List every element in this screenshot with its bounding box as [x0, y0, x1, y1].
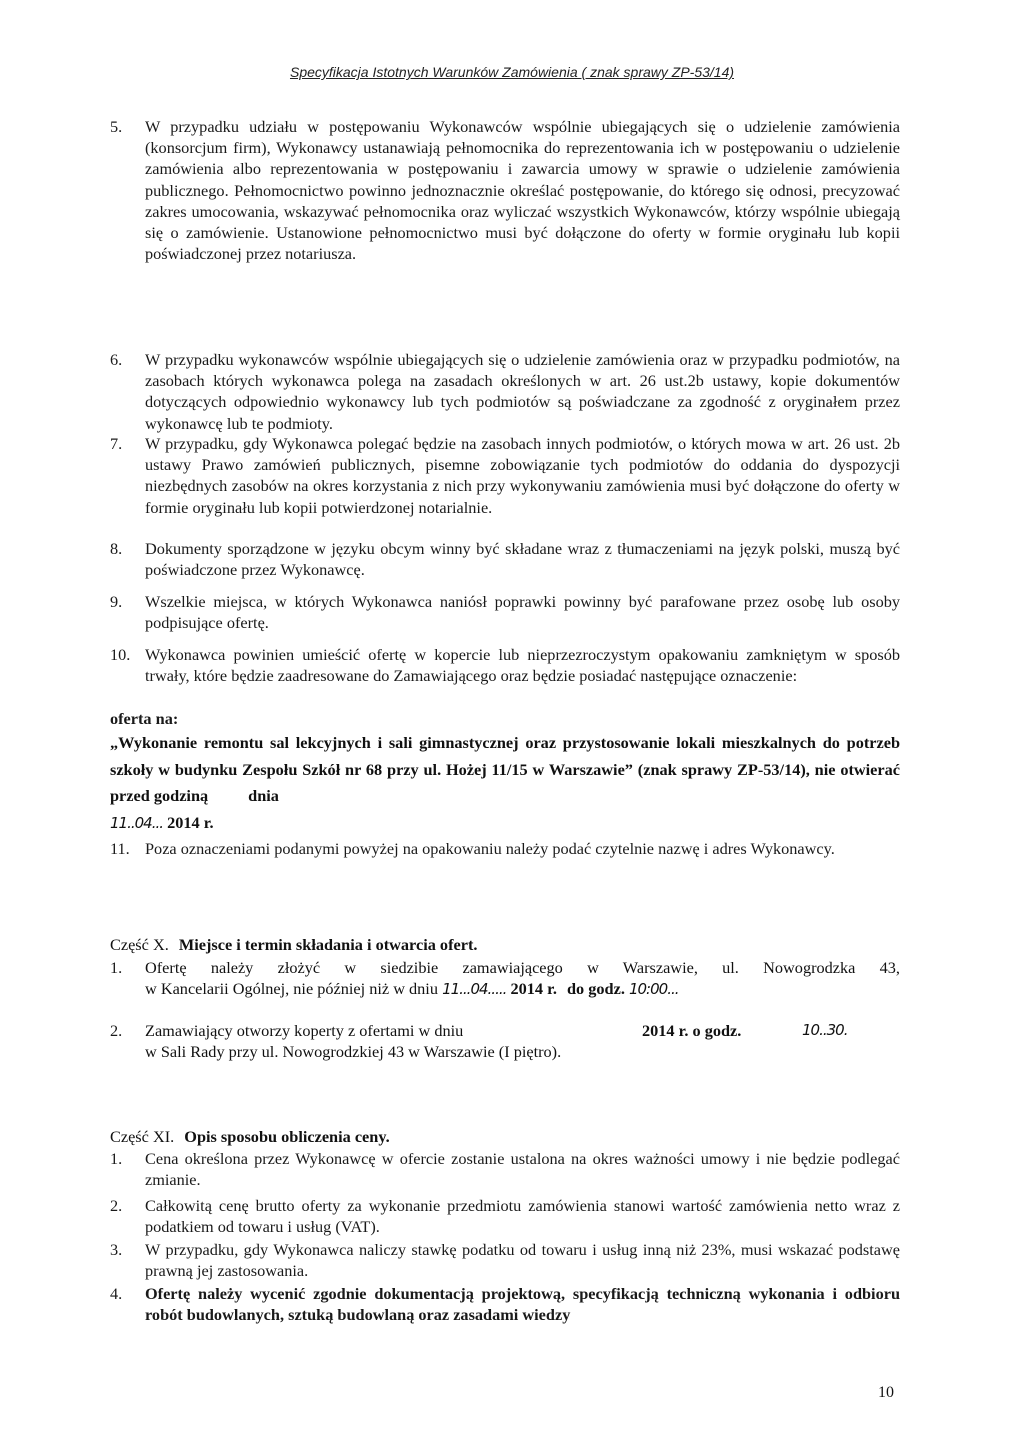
section-title: Miejsce i termin składania i otwarcia ofert.	[178, 935, 478, 954]
item-text: W przypadku udziału w postępowaniu Wykonawców wspólnie ubiegających się o udzielenie zamówienia (konsorcjum firm), Wykonawcy ustanawiają pełnomocnika do reprezentowania ich w postępowaniu o udzielenie zamówienia albo reprezentowania w postępowaniu i zawarcia umowy w sprawie o udzielenie zamówienia publicznego. Pełnomocnictwo powinno jednoznacznie określać postępowanie, do którego się odnosi, precyzować zakres umocowania, wskazywać pełnomocnika oraz wyliczać wszystkich Wykonawców, którzy wspólnie ubiegają się o zamówienie. Ustanowione pełnomocnictwo musi być dołączone do oferty w formie oryginału lub kopii poświadczonej przez notariusza.	[145, 117, 900, 264]
list-item	[110, 838, 900, 859]
item-text: Dokumenty sporządzone w języku obcym winny być składane wraz z tłumaczeniami na język polski, muszą być poświadczone przez Wykonawcę.	[145, 539, 900, 580]
item-text: W przypadku, gdy Wykonawca polegać będzie na zasobach innych podmiotów, o których mowa w art. 26 ust. 2b ustawy Prawo zamówień publicznych, pisemne zobowiązanie tych podmiotów do oddania do dyspozycji niezbędnych zasobów na okres korzystania z nich przy wykonywaniu zamówienia musi być dołączone do oferty w formie oryginału lub kopii potwierdzonej notarialnie.	[145, 434, 900, 517]
item-text: Całkowitą cenę brutto oferty za wykonanie przedmiotu zamówienia stanowi wartość zamówienia netto wraz z podatkiem od towaru i usług (VAT).	[145, 1196, 900, 1237]
item-text: Ofertę należy wycenić zgodnie dokumentacją projektową, specyfikacją techniczną wykonania i odbioru robót budowlanych, sztuką budowlaną oraz zasadami wiedzy	[145, 1284, 900, 1325]
section-x-item-2-line-b: w Sali Rady przy ul. Nowogrodzkiej 43 w Warszawie (I piętro).	[145, 1042, 562, 1061]
item-number: 1.	[110, 1149, 123, 1168]
list-item	[110, 433, 900, 518]
section-label: Część XI.	[110, 1127, 175, 1146]
list-item	[110, 644, 900, 686]
handwritten-time: 10..30.	[802, 1021, 848, 1039]
item-number: 9.	[110, 592, 123, 611]
handwritten-date: 11..04...	[110, 813, 164, 832]
document-header: Specyfikacja Istotnych Warunków Zamówienia ( znak sprawy ZP-53/14)	[289, 64, 735, 80]
section-label: Część X.	[110, 935, 169, 954]
date-year: 2014 r. o godz.	[642, 1021, 742, 1040]
section-heading	[110, 1126, 390, 1147]
oferta-dnia: dnia	[248, 786, 279, 805]
section-x-item-2-text: Zamawiający otworzy koperty z ofertami w dniu	[145, 1021, 464, 1040]
section-x-item-1-number: 1.	[110, 958, 123, 977]
section-x-item-1-line-a: Ofertę należy złożyć w siedzibie zamawiającego w Warszawie, ul. Nowogrodzka 43,	[145, 958, 900, 977]
oferta-label: oferta na:	[110, 709, 179, 728]
item-text: Cena określona przez Wykonawcę w ofercie zostanie ustalona na okres ważności umowy i nie będzie podlegać zmianie.	[145, 1149, 900, 1190]
section-title: Opis sposobu obliczenia ceny.	[184, 1127, 390, 1146]
item-number: 2.	[110, 1196, 123, 1215]
item-text: Poza oznaczeniami podanymi powyżej na opakowaniu należy podać czytelnie nazwę i adres Wykonawcy.	[145, 839, 835, 858]
item-text: W przypadku, gdy Wykonawca naliczy stawkę podatku od towaru i usług inną niż 23%, musi wskazać podstawę prawną jej zastosowania.	[145, 1240, 900, 1281]
oferta-year: 2014 r.	[167, 812, 214, 832]
section-heading	[110, 934, 477, 955]
item-number: 4.	[110, 1284, 123, 1303]
oferta-title: „Wykonanie remontu sal lekcyjnych i sali gimnastycznej oraz przystosowanie lokali mieszkalnych do potrzeb szkoły w budynku Zespołu Szkół nr 68 przy ul. Hożej 11/15 w Warszawie” (znak sprawy ZP-53/14), nie otwierać przed godziną	[110, 733, 900, 805]
item-text: W przypadku wykonawców wspólnie ubiegających się o udzielenie zamówienia oraz w przypadku podmiotów, na zasobach których wykonawca polega na zasadach określonych w art. 26 ust.2b ustawy, kopie dokumentów dotyczących odpowiednio wykonawcy lub tych podmiotów są poświadczane za zgodność z oryginałem przez wykonawcę lub te podmioty.	[145, 350, 900, 433]
item-number: 8.	[110, 539, 123, 558]
page-number: 10	[878, 1384, 894, 1401]
item-number: 11.	[110, 839, 130, 858]
section-x-item-2-line-a	[145, 1020, 900, 1041]
list-item	[110, 1195, 900, 1237]
list-item	[110, 591, 900, 633]
list-item	[110, 1239, 900, 1281]
item-number: 7.	[110, 434, 123, 453]
section-x-item-1-text: w Kancelarii Ogólnej, nie później niż w dniu	[145, 979, 438, 998]
list-item	[110, 349, 900, 434]
item-number: 6.	[110, 350, 123, 369]
item-number: 3.	[110, 1240, 123, 1259]
list-item	[110, 538, 900, 580]
section-x-item-1-line-b	[145, 978, 900, 1000]
list-item	[110, 1283, 900, 1325]
list-item	[110, 1148, 900, 1190]
list-item	[110, 116, 900, 264]
section-x-item-2-number: 2.	[110, 1021, 123, 1040]
item-number: 10.	[110, 645, 131, 664]
handwritten-time: 10:00...	[628, 980, 679, 998]
time-label: do godz.	[566, 979, 625, 998]
oferta-text	[110, 730, 900, 836]
handwritten-date: 11...04.....	[442, 980, 507, 998]
item-text: Wykonawca powinien umieścić ofertę w kopercie lub nieprzezroczystym opakowaniu zamkniętym w sposób trwały, które będzie zaadresowane do Zamawiającego oraz będzie posiadać następujące oznaczenie:	[145, 645, 900, 686]
date-year: 2014 r.	[510, 979, 557, 998]
item-text: Wszelkie miejsca, w których Wykonawca naniósł poprawki powinny być parafowane przez osobę lub osoby podpisujące ofertę.	[145, 592, 900, 633]
item-number: 5.	[110, 117, 123, 136]
